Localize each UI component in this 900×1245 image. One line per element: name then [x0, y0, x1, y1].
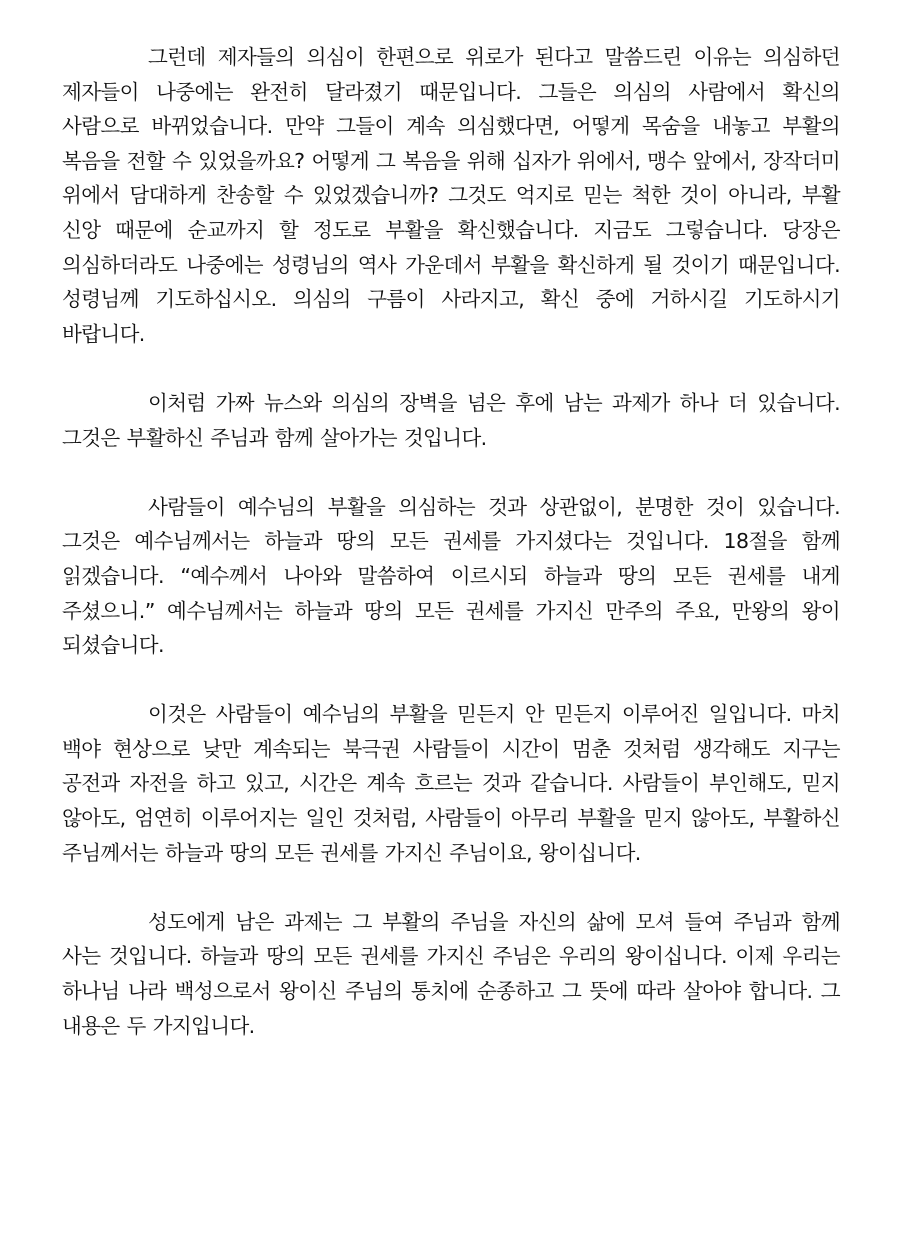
paragraph-1: 그런데 제자들의 의심이 한편으로 위로가 된다고 말씀드린 이유는 의심하던 제자들이 나중에는 완전히 달라졌기 때문입니다. 그들은 의심의 사람에서 확신의 사람으로 바뀌었습니다. 만약 그들이 계속 의심했다면, 어떻게 목숨을 내놓고 부활의 복음을 전할 수 있었을까요? 어떻게 그 복음을 위해 십자가 위에서, 맹수 앞에서, 장작더미 위에서 담대하게 찬송할 수 있었겠습니까? 그것도 억지로 믿는 척한 것이 아니라, 부활 신앙 때문에 순교까지 할 정도로 부활을 확신했습니다. 지금도 그렇습니다. 당장은 의심하더라도 나중에는 성령님의 역사 가운데서 부활을 확신하게 될 것이기 때문입니다. 성령님께 기도하십시오. 의심의 구름이 사라지고, 확신 중에 거하시길 기도하시기 바랍니다. [62, 45, 840, 346]
document-page [62, 40, 840, 1043]
paragraph-3: 사람들이 예수님의 부활을 의심하는 것과 상관없이, 분명한 것이 있습니다. 그것은 예수님께서는 하늘과 땅의 모든 권세를 가지셨다는 것입니다. 18절을 함께 읽겠습니다. “예수께서 나아와 말씀하여 이르시되 하늘과 땅의 모든 권세를 내게 주셨으니.” 예수님께서는 하늘과 땅의 모든 권세를 가지신 만주의 주요, 만왕의 왕이 되셨습니다. [62, 494, 840, 658]
paragraph-2: 이처럼 가짜 뉴스와 의심의 장벽을 넘은 후에 남는 과제가 하나 더 있습니다. 그것은 부활하신 주님과 함께 살아가는 것입니다. [62, 390, 840, 450]
paragraph-4: 이것은 사람들이 예수님의 부활을 믿든지 안 믿든지 이루어진 일입니다. 마치 백야 현상으로 낮만 계속되는 북극권 사람들이 시간이 멈춘 것처럼 생각해도 지구는 공전과 자전을 하고 있고, 시간은 계속 흐르는 것과 같습니다. 사람들이 부인해도, 믿지 않아도, 엄연히 이루어지는 일인 것처럼, 사람들이 아무리 부활을 믿지 않아도, 부활하신 주님께서는 하늘과 땅의 모든 권세를 가지신 주님이요, 왕이십니다. [62, 702, 840, 865]
paragraph-5: 성도에게 남은 과제는 그 부활의 주님을 자신의 삶에 모셔 들여 주님과 함께 사는 것입니다. 하늘과 땅의 모든 권세를 가지신 주님은 우리의 왕이십니다. 이제 우리는 하나님 나라 백성으로서 왕이신 주님의 통치에 순종하고 그 뜻에 따라 살아야 합니다. 그 내용은 두 가지입니다. [62, 909, 840, 1038]
